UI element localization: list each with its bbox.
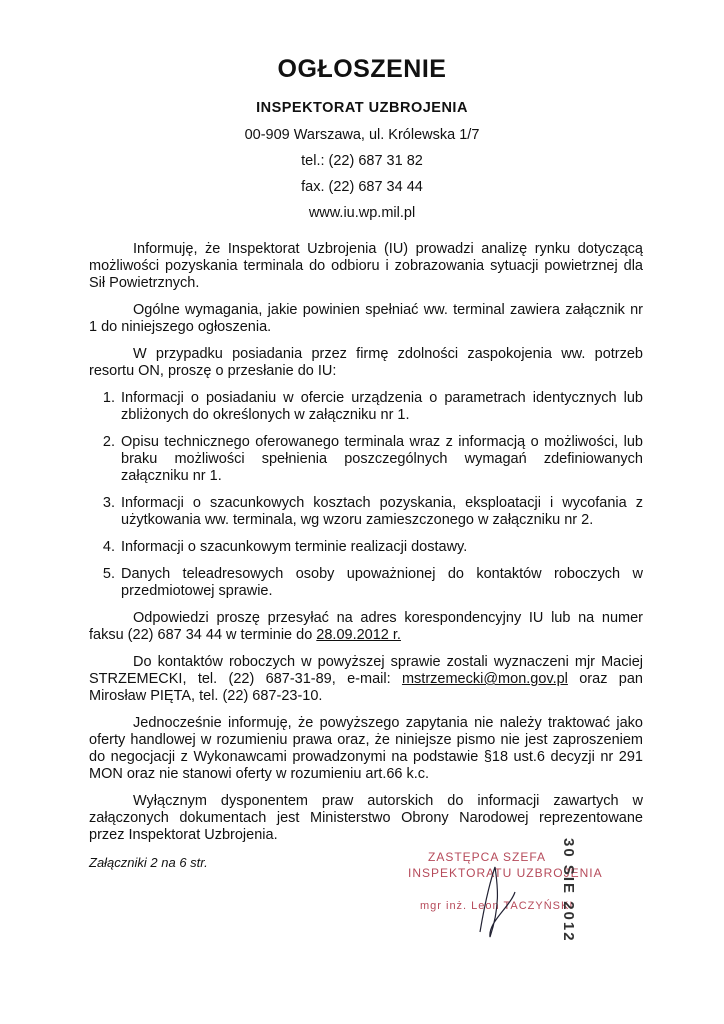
org-fax: fax. (22) 687 34 44	[301, 179, 423, 195]
email-link[interactable]: mstrzemecki@mon.gov.pl	[401, 671, 568, 687]
list-item: 5. Danych teleadresowych osoby upoważnionej do kontaktów roboczych w przedmiotowej sprawie.	[119, 566, 643, 600]
org-address: 00-909 Warszawa, ul. Królewska 1/7	[244, 127, 480, 143]
paragraph-disclaimer: Jednocześnie informuję, że powyższego zapytania nie należy traktować jako oferty handlowej w rozumieniu prawa oraz, że niniejsze pismo nie jest zaproszeniem do negocjacji z Wykonawcami prowadzonymi na podstawie §18 ust.6 decyzji nr 291 MON oraz nie stanowi oferty w rozumieniu art.66 k.c.	[89, 715, 643, 782]
list-item: 4. Informacji o szacunkowym terminie realizacji dostawy.	[119, 539, 643, 556]
paragraph-request: W przypadku posiadania przez firmę zdolności zaspokojenia ww. potrzeb resortu ON, proszę o przesłanie do IU:	[89, 346, 643, 379]
stamp-date: 30 SIE 2012	[560, 838, 577, 943]
deadline-date: 28.09.2012 r.	[316, 627, 401, 643]
request-list	[89, 390, 643, 600]
deadline-text: Odpowiedzi proszę przesyłać na adres korespondencyjny IU lub na numer faksu (22) 687 34 44 w terminie do	[89, 610, 643, 643]
paragraph-requirements: Ogólne wymagania, jakie powinien spełniać ww. terminal zawiera załącznik nr 1 do niniejszego ogłoszenia.	[89, 302, 643, 335]
list-item: 1. Informacji o posiadaniu w ofercie urządzenia o parametrach identycznych lub zbliżonych do określonych w załączniku nr 1.	[119, 390, 643, 424]
org-website: www.iu.wp.mil.pl	[308, 205, 416, 221]
signature	[460, 862, 520, 942]
paragraph-contacts	[89, 654, 643, 705]
document-title: OGŁOSZENIE	[277, 55, 447, 83]
stamp-line-3: mgr inż. Leon TACZYŃSKI	[420, 900, 574, 912]
stamp-line-2: INSPEKTORATU UZBROJENIA	[408, 866, 603, 880]
stamp-line-1: ZASTĘPCA SZEFA	[428, 850, 547, 864]
paragraph-copyright: Wyłącznym dysponentem praw autorskich do informacji zawartych w załączonych dokumentach jest Ministerstwo Obrony Narodowej reprezentowane przez Inspektorat Uzbrojenia.	[89, 793, 643, 843]
contacts-text-end: oraz pan Mirosław PIĘTA, tel. (22) 687-23-10.	[89, 671, 643, 704]
contacts-text: Do kontaktów roboczych w powyższej sprawie zostali wyznaczeni mjr Maciej STRZEMECKI, tel. (22) 687-31-89, e-mail:	[89, 654, 643, 687]
paragraph-deadline	[89, 610, 643, 644]
letter-body	[89, 241, 643, 871]
org-phone: tel.: (22) 687 31 82	[301, 153, 423, 169]
list-item: 3. Informacji o szacunkowych kosztach pozyskania, eksploatacji i wycofania z użytkowania ww. terminala, wg wzoru zamieszczonego w załączniku nr 2.	[119, 495, 643, 529]
list-item: 2. Opisu technicznego oferowanego terminala wraz z informacją o możliwości, lub braku możliwości spełnienia poszczególnych wymagań zdefiniowanych załączniku nr 1.	[119, 434, 643, 485]
paragraph-intro: Informuję, że Inspektorat Uzbrojenia (IU) prowadzi analizę rynku dotyczącą możliwości pozyskania terminala do odbioru i zobrazowania sytuacji powietrznej dla Sił Powietrznych.	[89, 241, 643, 291]
attachments-note: Załączniki 2 na 6 str.	[89, 855, 208, 870]
org-name: INSPEKTORAT UZBROJENIA	[256, 100, 468, 116]
